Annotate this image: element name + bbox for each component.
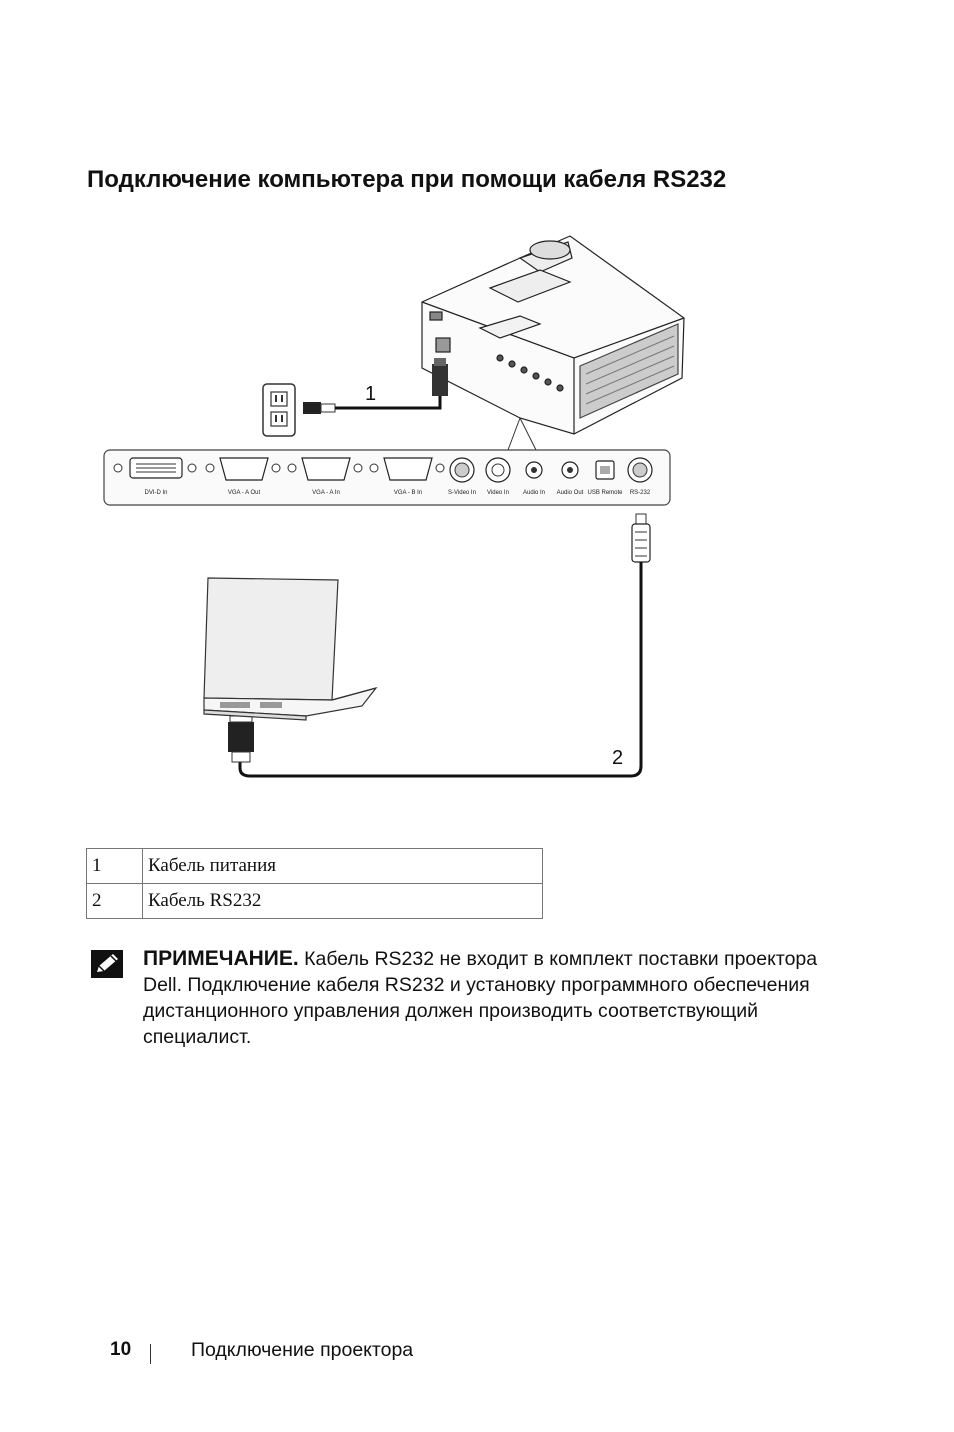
port-label-dvi: DVI-D In	[144, 490, 168, 496]
footer-divider	[150, 1344, 151, 1364]
legend-label: Кабель RS232	[143, 884, 543, 919]
table-row	[87, 849, 543, 884]
connector-panel	[104, 450, 670, 505]
port-label-audio-out: Audio Out	[556, 490, 584, 496]
pencil-note-icon	[91, 950, 123, 978]
port-label-svideo: S-Video In	[448, 490, 476, 496]
wall-outlet-icon	[263, 384, 295, 436]
note-body: Кабель RS232 не входит в комплект поставки проектора Dell. Подключение кабеля RS232 и установку программного обеспечения дистанционного управления должен производить соответствующий специалист.	[143, 948, 818, 1048]
port-label-vga-a-in: VGA - A In	[312, 490, 340, 496]
footer-section-title: Подключение проектора	[191, 1339, 414, 1361]
table-row	[87, 884, 543, 919]
page-title: Подключение компьютера при помощи кабеля RS232	[87, 166, 727, 193]
callout-1: 1	[365, 383, 377, 405]
port-label-vga-a-out: VGA - A Out	[227, 490, 261, 496]
laptop-illustration	[204, 578, 376, 720]
legend-number: 1	[87, 849, 143, 884]
legend-number: 2	[87, 884, 143, 919]
port-label-vga-b-in: VGA - B In	[393, 490, 423, 496]
connection-diagram	[100, 228, 700, 788]
note-heading: ПРИМЕЧАНИЕ.	[143, 947, 299, 970]
port-label-video: Video In	[487, 490, 509, 496]
callout-legend-table	[86, 848, 543, 919]
page-number: 10	[110, 1339, 132, 1360]
port-label-rs232: RS-232	[629, 490, 651, 496]
panel-callout-lines	[508, 418, 536, 450]
callout-2: 2	[612, 747, 624, 769]
legend-label: Кабель питания	[143, 849, 543, 884]
projector-illustration	[422, 236, 684, 434]
note-text	[143, 946, 833, 1050]
port-label-audio-in: Audio In	[522, 490, 546, 496]
port-label-usb: USB Remote	[587, 490, 623, 496]
